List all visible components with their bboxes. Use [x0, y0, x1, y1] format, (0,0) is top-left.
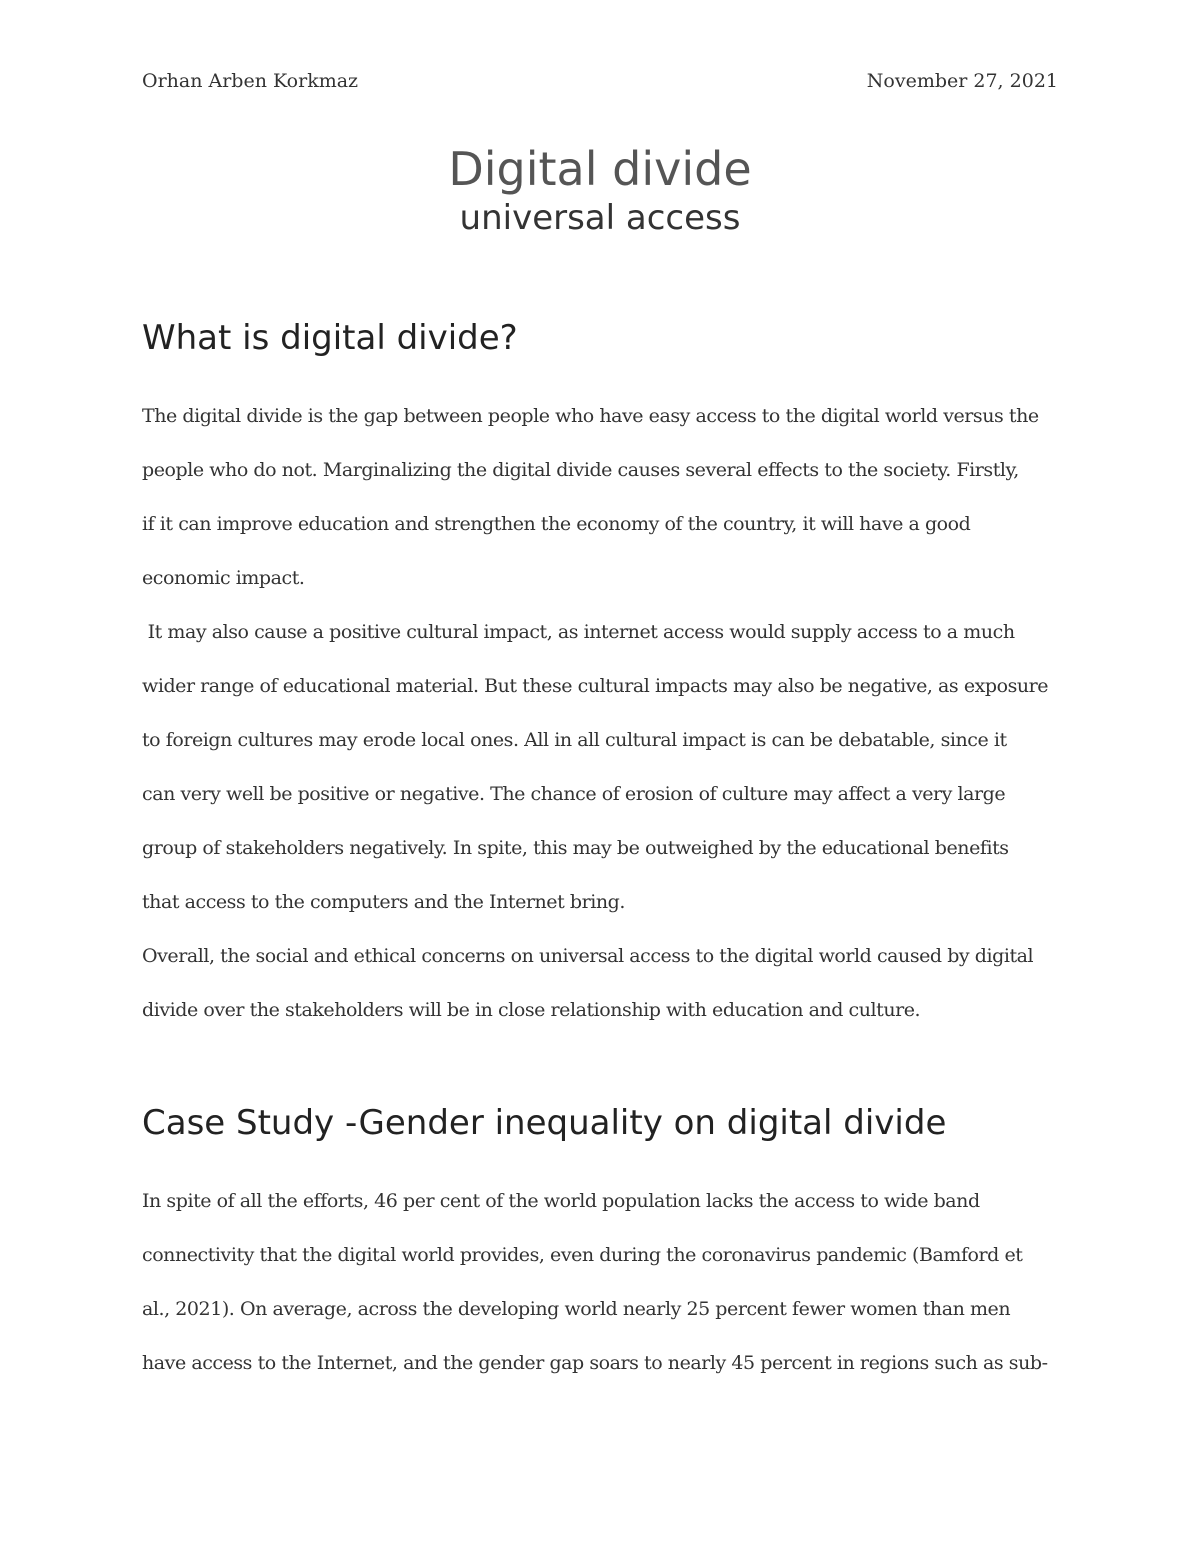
paragraph-line: have access to the Internet, and the gender gap soars to nearly 45 percent in regions such as sub-: [142, 1352, 1048, 1374]
paragraph-line: to foreign cultures may erode local ones. All in all cultural impact is can be debatable, since it: [142, 729, 1007, 751]
section-heading-what-is-digital-divide: What is digital divide?: [142, 318, 518, 358]
document-title: Digital divide: [448, 142, 752, 196]
paragraph-line: economic impact.: [142, 567, 305, 589]
paragraph-line: divide over the stakeholders will be in close relationship with education and culture.: [142, 999, 921, 1021]
paragraph-line: In spite of all the efforts, 46 per cent of the world population lacks the access to wide band: [142, 1190, 980, 1212]
author-name: Orhan Arben Korkmaz: [142, 70, 359, 92]
paragraph-line: connectivity that the digital world provides, even during the coronavirus pandemic (Bamford et: [142, 1244, 1023, 1266]
paragraph-line: wider range of educational material. But these cultural impacts may also be negative, as exposure: [142, 675, 1049, 697]
document-date: November 27, 2021: [866, 70, 1058, 92]
section-heading-case-study: Case Study -Gender inequality on digital divide: [142, 1103, 947, 1143]
title-block: [0, 140, 1200, 238]
document-subtitle: universal access: [459, 198, 741, 238]
paragraph-line: group of stakeholders negatively. In spite, this may be outweighed by the educational benefits: [142, 837, 1009, 859]
section-body-case-study: [142, 1187, 1072, 1403]
page-header: [142, 70, 1058, 92]
paragraph-line: al., 2021). On average, across the developing world nearly 25 percent fewer women than men: [142, 1298, 1011, 1320]
section-body-what-is-digital-divide: [142, 402, 1072, 1050]
paragraph-line: can very well be positive or negative. The chance of erosion of culture may affect a very large: [142, 783, 1006, 805]
paragraph-line: that access to the computers and the Internet bring.: [142, 891, 625, 913]
paragraph-line: It may also cause a positive cultural impact, as internet access would supply access to a much: [142, 621, 1015, 643]
paragraph-line: Overall, the social and ethical concerns on universal access to the digital world caused by digital: [142, 945, 1034, 967]
paragraph-line: The digital divide is the gap between people who have easy access to the digital world versus the: [142, 405, 1039, 427]
paragraph-line: people who do not. Marginalizing the digital divide causes several effects to the society. Firstly,: [142, 459, 1019, 481]
paragraph-line: if it can improve education and strengthen the economy of the country, it will have a good: [142, 513, 971, 535]
